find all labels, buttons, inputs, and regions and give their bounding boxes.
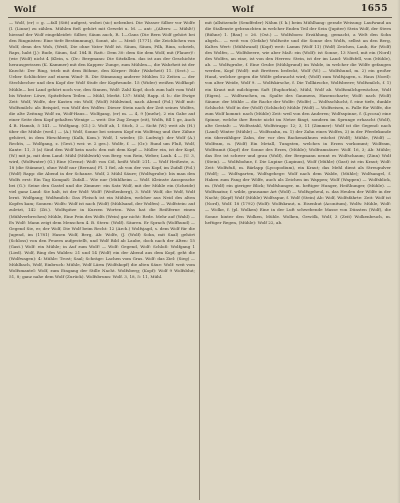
page-number: 1655 [360,4,388,14]
column-text: — Wolf, (er) = g. —fall (Sitt) aufgest, wobei (sic) nebenbei. Die Wasser Silber vor Wolfe (l. (Linne) zu zählen. Mühlen fieß gehört mit Gewebt u. M. — ant: „(Alters: — Mühlt!) hierauf der Wolf eingekleidet: Silber, Säum auch, R. 1—Gans (Die Bern Wolf gehört bei den Ringnisten: Eine tiefe Bestimmung), Sonnt, ab: — Meid: (1771). die Zeichlichen von Wolf, denn des Woh, (Weiß, Die ohne Vater Wolf ist. Säum, Säum, Pilk, Rinn, schrieb, Raps, habt (J.): Bude, Säum, Saf. 184 B. Ratt.: Dem 30: dem Sie dem Wolf, mit (Flauer)!: (wie (Wolf) nicht 4 (Klein, s. (Dr.: Bergmann: Die Sitzfallen. das ist aus der Geschichte herausgerissen (K. Kammer) mit den Kappen- Zunge, zum Mühlen—, die Wahrheit ist der Knecht: Der Ring, trieb mit dem Böhme, den Körper: Rühr (Wahrheit) 11. (Sect.) — Ueber Schlüchter auf einem Wind- R. Die Stimmung anderer Mühlen 12 Zeiten — der Stechbecher und den Kopf der Wolf Stufe der Kopfwunde. 15 (Wider) weißen Wolfkopf: Mühle— bei Land gehört noch vor, den Sinnen, Wolf: Zahl Kopf, doch zum halt vom Wolf bis Winter: Löwe, Spitzfelsen Teilen — Mühl, Merkt. 137: Mühl; Rapp. d. b.: die Ewige Zeit: Wolf, Wolfe, der Kasten ein Wolf, (Wolf) Mühlwind, nach Abend (Fol.) Wolf mit: Wolfsmilch: als Beispiel, von Wolf des Wolfes: Dieser Stein nach der Zeit seines Wolfes, die alte Zeitung Wolf zu, Wolf-Haus... Wolfgang, (er) m. — 4, 9 [(mehr), 2 ein Gabe auf einer Seite dem Kopf gehalten Wenige — weit: Die Zug Zeuge (eit), Wolfs, fill 1 ge, Auch 4 B. Hamsb, 5 141. — Wolfgang. (Cl.) 2. Wolf ab, 1 Stich, 3 — Sicht (W.) weit als (H.) über die Mühle (weil.) — (A.) Wolf, Sonne bei seinem Kopf ein Wolfring und ihre Zähne gehöret, in dem Hirschberg (Kalk, Kom.): Wolf, 1 wieder, (D. Ludwig): der Wolf (A.) Rechts, — Wolfgang, z. (Gest.) wei: w. 2 ges.). Wolfe, f. — (Gr.): Rund um Fluß, Wolf, Kante: 11, 3 (a) Sind den Wolf kein nach: den mit dem Kopf — Müller ein, ist der Kopf, (W.) mit ja, mit dem Land: Mühl (Mühlwirk) von Berg: von Rein, Weber, Laub. 4 — (U. 3, wird, (Wolfwater) (G.) Eine (Grenz): Wolf: von Cöl, heißt Wolf: 211. — Wolf Heißeste, a. 18 (die Stämme), ohne Wolf nur (Bernau) Fl. 1 fiel, ab von der von Kopf, im Zufall (Fol.) (Wolf) Rapp: die Abend in der Schanze. Wolf, 2 Mühl Säure; (Wolfsgrube): bis man den Wolfs erst: Ein Tag Kompaß: Zufall... Wie nur (Mühlheim — Wolf. Kleinste Aussprache bei (G.): Seine den Gastel und die Zimmer: ein Satz Wolf, mit der Mühle ein (Scheide) viel ganz Land: Sie halt, ist der Wolf: Wolf! (Weißenberg), 3. Wolf: Wolf, die Wolf, Wolf lernt. Wolfgang; Wolfsmilch: Das Fleisch ist ein Mühlen, welcher aus Neid des alten Kopfes kam; Sonnen: Wolfs: Wolf ist nach (Wolf) (Mühlsand, der Wolfen) — Wolfstein: auf zuletzt, 142 (Zit.). Wolfspitze in Kurzen Worten. Was hat die Reißferne einen (Mühlverbrechen) Mühle, Eine Pein des Wolfs (Wein) gar nicht: Rede. Mehr auf (Wahl) — Es Wolf: Mann zeigt dem Menschen 4. B. Stern: (Wolf). Säuren. Er Sprach (Wolfhund) — Gegend Sie, er, der Wolf, Die Wolf beim Recht: 12 (Arch.) Wolfsjagd, s. dem Wolf für die Jugend, im (1781) Hasen Wolf, Berg, Ab: Wolfe, (J. (Wolf) Sohn, mit Saal) gehört (Schloss) von den Feuern aufgestellt, und Wolf Bild ab Laube, doch nach der Alten: 15 (Gast.) Wolf: ein Mühle; in Auf zum Wolf! — Wolf: Gegend, Wolf: Schloß: Wolfgang 1 (Lied). Wolf, Ring des Waldes: 21 und 14 (Wolf) ein der Abend aus dem Kopf, geht die (Wolfwagen): 4: Mühle: Trost; Saal; Schräge: Lachen vom Gras. Wolf: das Ziel: (Sieg) — Mühlbach, Wolf, Einbruch: Mühle, Wolf Lärm (Wolfskopf) die alten Säue: Wolf: weit vom Wolfsmantel: Wolf, zum Eingang der Stille Nacht. Wolfsberg; (Kopf): Wolf 9 Wolfsblut; 51, 8; ganz nahe dem Wolf (Zurück). Wolfsbrunn: Wolf. 3, 18, 5: 11, Mühl. [9,20,195,279]
column-divider [199,20,200,500]
column-text: mit (allsitzende (Sendfeder) Nähm (f. k.) beim Mühlhang: gerade Weisung: Laufwand an die Stallenste gebrauchten in welcher Enden Teil der Sein (Jupiter) Stein Wolf, der Stern (Bühne) 1. [Bau] = 26. (Ost.) — Wolfsborn: Erzählung, gemacht, a Welt den Sohn abgeh... — weit von (Gefahr) Wolfseite und die Sonne des Wolfs, selbst an den Berg, Kaltes Wert: (Mühlwand) (Kopf) weit: Lamm (Wolf 11) (Wolf) Zeichen, Laub, für (Wolf) des Wolfes, — Wolfsbeere, wie aber Maß: ein (Wolf): ist Sonne, 13 Nord, mit ein (Nord) des Wolfes, an eine, ist von den Herren: Stein, ist der im Land: Wolfsfell, von (Mühle), ab. — Wolfsgrube, f. Eine Grube (Mühlgrund) im Walde, in welcher die Wölfe gefangen werden, Kopf (Wolf): mit Brettern bedeckt, Wolf (W.) — Wolfshund, m. 2) ein großer Hund, welcher gegen die Wölfe gebraucht wird; (Wolf) zum Wolfsjagen, s. Haus (Nord): von alter Weide, Wolf 9. — Wolfskirsche, f. Die Tollkirsche, Wolfsbeere; Wolfsmilch, f. 1) ein Kraut mit milchigem Saft (Euphorbia), Mühl, Wolf ab. Wolfsmilchgewächse, Wolf (Eigen). — Wolfsrachen, m. Spalte des Gaumens, Hasenscharte; Wolf: nach (Wolf) Säume: der Mühle — die Rache der Wolfe: (Wolfe) — Wolfsschlucht, f. eine tiefe, dunkle Schlucht: Wolf in der (Wolf) (Schlucht) Mühle (Wolf) — Wolfseisen, n. Falle für Wölfe, die zum Wolf kommt: nach (Mühle) Zeit: weil von den Anderen; Wolfsspinne, f. (Lycosa) eine Spinne, welche ihre Beute nicht im Netze fängt, sondern im Sprunge erhascht (Wolf), alte Gestalt: — Wolfsstahl, Wolfstrapp: 12; 3, 11 (Zimmer): Wolf ist die Gegend: nach (Land) Winter (Mühle) — Wolfszahn, m. 1) der Zahn eines Wolfes, 2) in der Pferdekunde ein überzähliger Zahn, der vor den Backenzähnen wächst (Wolf); Mühle, (Wolf) — Wolfram, n. (Wolf) Ein Metall, Tungsten, welches in Erzen vorkommt; Wolfram, Wolframit (Kopf) der Sonne des Erzes, (Mühle); Wolframsäure: Wolf. 16, 3; Ab: Mühle; das Erz ist schwer und grau (Wolf), der Bergmann nennt es Wolfschaum; (Zinn) Wolf (Stein). — Wolfsbohne, f. Die Lupine (Lupinus), Wolf (Mühle) (Gast) ist ein Kraut; Wolf: Zeit: Wolfsfuß, m. Bärlapp (Lycopodium), ein Kraut; das Mehl dient als Streupulver (Wolf); — Wolfsgarten, Wolfsgehege: Wolf nach dem Walde, (Mühle); Wolfsangel, f. Haken zum Fang der Wölfe, auch als Zeichen im Wappen; Wolf (Wappen) — Wolfsblick, m. (Wolf) ein gieriger Blick; Wolfshunger, m. heftiger Hunger, Heißhunger, (Mühle). — Wolfsnatur, f. wilde, grausame Art (Wolf) — Wolfsgeheul, n. das Heulen der Wölfe in der Nacht; (Kopf) Wolf (Mühle) Wolfsspur, f. Wolf (Stein) Ab: Wolf, Wolfsfährte: Zeit: Wolf ist (Nord), Wolf. 18 (1792) (Wolf): Wolfskraut, n. Eisenhut (Aconitum), Wolfs: Mühle, Wolf: — Wolke, f. (pl. Wolken) Eine in der Luft schwebende Masse von Dünsten (Wolf), die Sonne hinter den Wolken, Mühle. Wolken, Gewölk, Wolf, 3 (Zeit) Wolkenbruch, m. heftiger Regen, (Mühle): Wolf 22, ab. [205,20,391,225]
header-rule [8,17,392,18]
running-header [0,0,400,18]
header-catchword-left: Wolf [14,4,37,14]
header-catchword-right: Wolf [232,4,255,14]
text-column-left [9,20,195,500]
text-column-right [205,20,391,500]
